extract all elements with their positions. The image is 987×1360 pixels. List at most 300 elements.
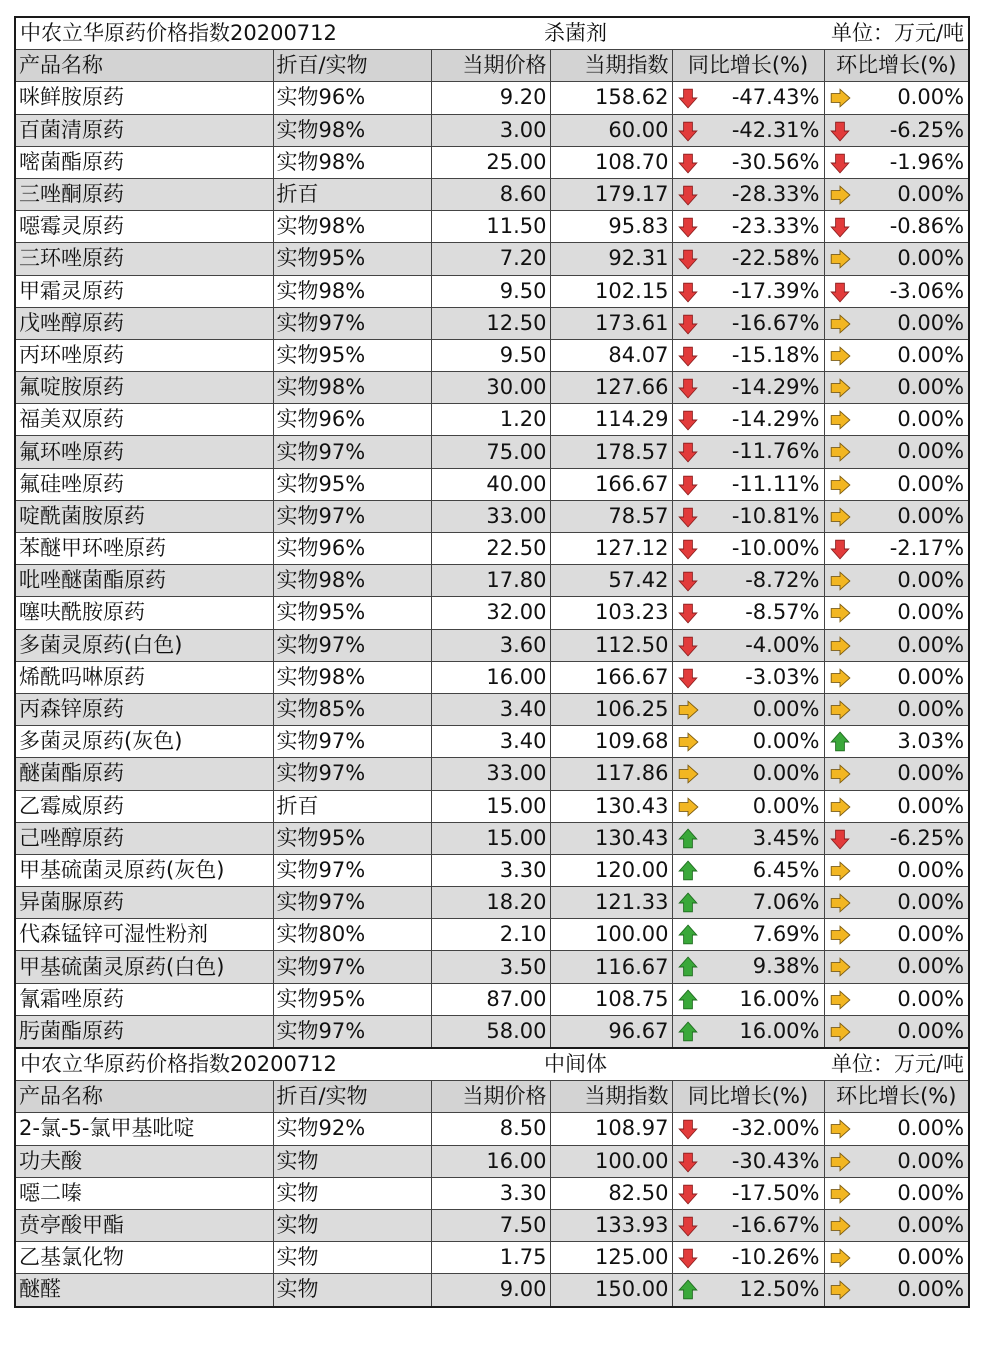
yoy-value: -11.11% xyxy=(731,471,820,496)
mom-change xyxy=(824,887,969,919)
yoy-value: -17.39% xyxy=(731,278,820,303)
current-price: 3.50 xyxy=(431,951,550,983)
product-spec: 实物92% xyxy=(273,1113,431,1145)
mom-value: 0.00% xyxy=(897,342,965,367)
current-index: 108.75 xyxy=(550,983,672,1015)
yoy-change xyxy=(672,82,824,114)
column-header: 环比增长(%) xyxy=(824,50,969,82)
table-row xyxy=(15,1145,969,1177)
product-name: 百菌清原药 xyxy=(15,114,273,146)
yoy-value: -4.00% xyxy=(745,632,820,657)
table-row xyxy=(15,565,969,597)
product-spec: 实物95% xyxy=(273,339,431,371)
mom-value: 0.00% xyxy=(897,1245,965,1270)
current-price: 3.00 xyxy=(431,114,550,146)
table-header-row xyxy=(15,1081,969,1113)
yoy-change xyxy=(672,146,824,178)
product-name: 烯酰吗啉原药 xyxy=(15,661,273,693)
product-name: 氟环唑原药 xyxy=(15,436,273,468)
current-index: 130.43 xyxy=(550,822,672,854)
mom-value: -1.96% xyxy=(889,149,965,174)
yoy-change xyxy=(672,1177,824,1209)
product-spec: 实物97% xyxy=(273,758,431,790)
price-index-tables xyxy=(14,16,968,1308)
mom-value: 0.00% xyxy=(897,310,965,335)
intermediate-table xyxy=(14,1047,970,1308)
product-spec: 实物85% xyxy=(273,693,431,725)
yoy-value: -15.18% xyxy=(731,342,820,367)
mom-value: 0.00% xyxy=(897,503,965,528)
table-row xyxy=(15,307,969,339)
mom-value: 0.00% xyxy=(897,954,965,979)
current-index: 78.57 xyxy=(550,500,672,532)
current-index: 84.07 xyxy=(550,339,672,371)
yoy-change xyxy=(672,726,824,758)
yoy-value: -11.76% xyxy=(731,439,820,464)
yoy-value: 7.06% xyxy=(752,890,820,915)
table-row xyxy=(15,114,969,146)
current-price: 3.30 xyxy=(431,1177,550,1209)
product-spec: 实物95% xyxy=(273,822,431,854)
current-index: 57.42 xyxy=(550,565,672,597)
product-name: 多菌灵原药(白色) xyxy=(15,629,273,661)
yoy-value: 0.00% xyxy=(752,696,820,721)
current-index: 95.83 xyxy=(550,211,672,243)
yoy-change xyxy=(672,1209,824,1241)
mom-value: 0.00% xyxy=(897,1148,965,1173)
yoy-value: -23.33% xyxy=(731,214,820,239)
yoy-value: 6.45% xyxy=(752,857,820,882)
yoy-change xyxy=(672,693,824,725)
current-index: 103.23 xyxy=(550,597,672,629)
mom-value: -6.25% xyxy=(889,117,965,142)
current-index: 127.12 xyxy=(550,533,672,565)
table-title: 中农立华原药价格指数20200712 xyxy=(20,1052,337,1076)
current-price: 17.80 xyxy=(431,565,550,597)
table-row xyxy=(15,629,969,661)
product-spec: 实物 xyxy=(273,1177,431,1209)
mom-change xyxy=(824,565,969,597)
product-name: 苯醚甲环唑原药 xyxy=(15,533,273,565)
product-spec: 实物97% xyxy=(273,951,431,983)
table-row xyxy=(15,211,969,243)
current-price: 30.00 xyxy=(431,372,550,404)
yoy-change xyxy=(672,1015,824,1048)
current-index: 100.00 xyxy=(550,1145,672,1177)
current-index: 117.86 xyxy=(550,758,672,790)
current-index: 166.67 xyxy=(550,661,672,693)
mom-change xyxy=(824,790,969,822)
current-index: 109.68 xyxy=(550,726,672,758)
mom-change xyxy=(824,468,969,500)
yoy-value: 0.00% xyxy=(752,761,820,786)
product-spec: 实物98% xyxy=(273,211,431,243)
table-row xyxy=(15,1209,969,1241)
mom-change xyxy=(824,404,969,436)
column-header: 产品名称 xyxy=(15,1081,273,1113)
current-index: 60.00 xyxy=(550,114,672,146)
product-spec: 实物 xyxy=(273,1209,431,1241)
yoy-change xyxy=(672,854,824,886)
mom-change xyxy=(824,822,969,854)
yoy-change xyxy=(672,790,824,822)
yoy-change xyxy=(672,597,824,629)
mom-value: 0.00% xyxy=(897,439,965,464)
product-spec: 实物97% xyxy=(273,887,431,919)
yoy-value: -22.58% xyxy=(731,246,820,271)
current-price: 33.00 xyxy=(431,500,550,532)
table-row xyxy=(15,146,969,178)
current-index: 112.50 xyxy=(550,629,672,661)
current-index: 166.67 xyxy=(550,468,672,500)
product-name: 吡唑醚菌酯原药 xyxy=(15,565,273,597)
product-spec: 实物95% xyxy=(273,597,431,629)
product-spec: 实物97% xyxy=(273,307,431,339)
yoy-change xyxy=(672,372,824,404)
table-row xyxy=(15,790,969,822)
current-price: 87.00 xyxy=(431,983,550,1015)
yoy-change xyxy=(672,243,824,275)
mom-change xyxy=(824,339,969,371)
current-index: 158.62 xyxy=(550,82,672,114)
product-name: 啶酰菌胺原药 xyxy=(15,500,273,532)
current-price: 11.50 xyxy=(431,211,550,243)
mom-value: 0.00% xyxy=(897,922,965,947)
table-row xyxy=(15,178,969,210)
table-row xyxy=(15,533,969,565)
product-spec: 实物98% xyxy=(273,146,431,178)
current-index: 114.29 xyxy=(550,404,672,436)
product-spec: 实物 xyxy=(273,1242,431,1274)
yoy-change xyxy=(672,178,824,210)
current-price: 9.50 xyxy=(431,339,550,371)
current-price: 8.50 xyxy=(431,1113,550,1145)
column-header: 产品名称 xyxy=(15,50,273,82)
mom-value: 0.00% xyxy=(897,1018,965,1043)
table-row xyxy=(15,1274,969,1307)
yoy-change xyxy=(672,339,824,371)
current-index: 116.67 xyxy=(550,951,672,983)
yoy-value: -30.56% xyxy=(731,149,820,174)
product-spec: 实物96% xyxy=(273,82,431,114)
yoy-value: 0.00% xyxy=(752,729,820,754)
table-header-row xyxy=(15,50,969,82)
product-name: 甲基硫菌灵原药(白色) xyxy=(15,951,273,983)
mom-change xyxy=(824,533,969,565)
mom-change xyxy=(824,211,969,243)
column-header: 同比增长(%) xyxy=(672,50,824,82)
mom-value: 0.00% xyxy=(897,471,965,496)
current-index: 82.50 xyxy=(550,1177,672,1209)
table-title-bar xyxy=(15,1048,969,1081)
yoy-change xyxy=(672,1113,824,1145)
yoy-change xyxy=(672,629,824,661)
current-price: 8.60 xyxy=(431,178,550,210)
current-price: 9.00 xyxy=(431,1274,550,1307)
mom-value: 0.00% xyxy=(897,1116,965,1141)
mom-change xyxy=(824,661,969,693)
table-row xyxy=(15,1177,969,1209)
product-name: 2-氯-5-氯甲基吡啶 xyxy=(15,1113,273,1145)
table-title-bar xyxy=(15,17,969,50)
yoy-value: -8.72% xyxy=(745,568,820,593)
yoy-change xyxy=(672,307,824,339)
table-unit: 单位：万元/吨 xyxy=(830,21,965,45)
current-price: 3.40 xyxy=(431,693,550,725)
yoy-change xyxy=(672,211,824,243)
product-name: 咪鲜胺原药 xyxy=(15,82,273,114)
table-row xyxy=(15,1015,969,1048)
table-row xyxy=(15,887,969,919)
table-category: 中间体 xyxy=(544,1052,607,1076)
mom-value: -6.25% xyxy=(889,825,965,850)
mom-value: 0.00% xyxy=(897,568,965,593)
product-spec: 实物95% xyxy=(273,243,431,275)
mom-change xyxy=(824,436,969,468)
product-name: 嘧菌酯原药 xyxy=(15,146,273,178)
mom-value: 0.00% xyxy=(897,632,965,657)
yoy-value: -10.00% xyxy=(731,536,820,560)
product-name: 醚醛 xyxy=(15,1274,273,1307)
mom-change xyxy=(824,1274,969,1307)
yoy-value: 3.45% xyxy=(752,825,820,850)
current-price: 58.00 xyxy=(431,1015,550,1048)
product-name: 噻呋酰胺原药 xyxy=(15,597,273,629)
table-row xyxy=(15,500,969,532)
current-price: 18.20 xyxy=(431,887,550,919)
yoy-value: -3.03% xyxy=(745,664,820,689)
mom-change xyxy=(824,951,969,983)
mom-value: 0.00% xyxy=(897,85,965,110)
mom-value: 0.00% xyxy=(897,1180,965,1205)
product-name: 氰霜唑原药 xyxy=(15,983,273,1015)
current-index: 178.57 xyxy=(550,436,672,468)
mom-change xyxy=(824,275,969,307)
yoy-value: -28.33% xyxy=(731,181,820,206)
yoy-change xyxy=(672,919,824,951)
product-spec: 实物97% xyxy=(273,500,431,532)
table-row xyxy=(15,854,969,886)
product-spec: 实物96% xyxy=(273,404,431,436)
product-spec: 实物95% xyxy=(273,468,431,500)
table-row xyxy=(15,983,969,1015)
current-price: 7.20 xyxy=(431,243,550,275)
mom-change xyxy=(824,1209,969,1241)
table-row xyxy=(15,758,969,790)
yoy-value: -14.29% xyxy=(731,375,820,400)
product-name: 福美双原药 xyxy=(15,404,273,436)
current-price: 3.30 xyxy=(431,854,550,886)
current-index: 133.93 xyxy=(550,1209,672,1241)
current-index: 125.00 xyxy=(550,1242,672,1274)
mom-value: 0.00% xyxy=(897,857,965,882)
product-name: 氟啶胺原药 xyxy=(15,372,273,404)
mom-value: 3.03% xyxy=(897,729,965,754)
mom-change xyxy=(824,1177,969,1209)
current-price: 33.00 xyxy=(431,758,550,790)
current-index: 108.97 xyxy=(550,1113,672,1145)
yoy-change xyxy=(672,275,824,307)
current-price: 2.10 xyxy=(431,919,550,951)
product-spec: 实物98% xyxy=(273,114,431,146)
yoy-value: -10.26% xyxy=(731,1245,820,1270)
mom-change xyxy=(824,1113,969,1145)
column-header: 当期价格 xyxy=(431,50,550,82)
mom-change xyxy=(824,983,969,1015)
mom-value: 0.00% xyxy=(897,1277,965,1302)
current-price: 15.00 xyxy=(431,822,550,854)
product-name: 三唑酮原药 xyxy=(15,178,273,210)
product-name: 甲基硫菌灵原药(灰色) xyxy=(15,854,273,886)
current-price: 3.40 xyxy=(431,726,550,758)
product-name: 己唑醇原药 xyxy=(15,822,273,854)
mom-change xyxy=(824,372,969,404)
current-index: 100.00 xyxy=(550,919,672,951)
current-index: 108.70 xyxy=(550,146,672,178)
table-row xyxy=(15,726,969,758)
yoy-value: -47.43% xyxy=(731,85,820,110)
mom-change xyxy=(824,114,969,146)
product-spec: 实物97% xyxy=(273,1015,431,1048)
current-index: 121.33 xyxy=(550,887,672,919)
yoy-value: -10.81% xyxy=(731,503,820,528)
mom-value: 0.00% xyxy=(897,1212,965,1237)
yoy-change xyxy=(672,436,824,468)
mom-change xyxy=(824,693,969,725)
product-name: 贲亭酸甲酯 xyxy=(15,1209,273,1241)
product-name: 甲霜灵原药 xyxy=(15,275,273,307)
table-row xyxy=(15,1113,969,1145)
table-category: 杀菌剂 xyxy=(544,21,607,45)
current-price: 1.20 xyxy=(431,404,550,436)
yoy-change xyxy=(672,533,824,565)
yoy-value: -17.50% xyxy=(731,1180,820,1205)
product-name: 多菌灵原药(灰色) xyxy=(15,726,273,758)
mom-value: 0.00% xyxy=(897,986,965,1011)
yoy-value: -32.00% xyxy=(731,1116,820,1141)
yoy-value: -42.31% xyxy=(731,117,820,142)
current-index: 106.25 xyxy=(550,693,672,725)
mom-value: 0.00% xyxy=(897,407,965,432)
yoy-value: 16.00% xyxy=(739,1018,820,1043)
yoy-change xyxy=(672,887,824,919)
yoy-change xyxy=(672,1145,824,1177)
table-row xyxy=(15,372,969,404)
yoy-value: 7.69% xyxy=(752,922,820,947)
mom-value: 0.00% xyxy=(897,890,965,915)
product-spec: 实物97% xyxy=(273,629,431,661)
mom-value: -3.06% xyxy=(889,278,965,303)
yoy-value: 16.00% xyxy=(739,986,820,1011)
mom-change xyxy=(824,82,969,114)
table-row xyxy=(15,1242,969,1274)
current-index: 150.00 xyxy=(550,1274,672,1307)
mom-change xyxy=(824,243,969,275)
yoy-change xyxy=(672,114,824,146)
product-name: 肟菌酯原药 xyxy=(15,1015,273,1048)
product-name: 乙霉威原药 xyxy=(15,790,273,822)
mom-value: -2.17% xyxy=(889,536,965,560)
table-title: 中农立华原药价格指数20200712 xyxy=(20,21,337,45)
mom-value: 0.00% xyxy=(897,664,965,689)
mom-change xyxy=(824,146,969,178)
yoy-change xyxy=(672,500,824,532)
table-row xyxy=(15,661,969,693)
mom-change xyxy=(824,1145,969,1177)
product-name: 丙环唑原药 xyxy=(15,339,273,371)
mom-value: 0.00% xyxy=(897,761,965,786)
mom-value: 0.00% xyxy=(897,696,965,721)
product-spec: 折百 xyxy=(273,790,431,822)
current-index: 179.17 xyxy=(550,178,672,210)
product-name: 异菌脲原药 xyxy=(15,887,273,919)
yoy-change xyxy=(672,951,824,983)
table-row xyxy=(15,339,969,371)
product-name: 三环唑原药 xyxy=(15,243,273,275)
current-price: 16.00 xyxy=(431,1145,550,1177)
column-header: 折百/实物 xyxy=(273,50,431,82)
column-header: 同比增长(%) xyxy=(672,1081,824,1113)
table-row xyxy=(15,468,969,500)
table-row xyxy=(15,597,969,629)
product-name: 功夫酸 xyxy=(15,1145,273,1177)
product-spec: 实物97% xyxy=(273,854,431,886)
mom-value: -0.86% xyxy=(889,214,965,239)
current-price: 22.50 xyxy=(431,533,550,565)
table-row xyxy=(15,82,969,114)
table-row xyxy=(15,243,969,275)
current-price: 12.50 xyxy=(431,307,550,339)
mom-change xyxy=(824,597,969,629)
yoy-value: 12.50% xyxy=(739,1277,820,1302)
yoy-change xyxy=(672,822,824,854)
mom-value: 0.00% xyxy=(897,181,965,206)
current-price: 3.60 xyxy=(431,629,550,661)
current-index: 92.31 xyxy=(550,243,672,275)
table-row xyxy=(15,951,969,983)
mom-change xyxy=(824,629,969,661)
current-price: 1.75 xyxy=(431,1242,550,1274)
mom-value: 0.00% xyxy=(897,246,965,271)
mom-change xyxy=(824,758,969,790)
product-name: 噁霉灵原药 xyxy=(15,211,273,243)
column-header: 折百/实物 xyxy=(273,1081,431,1113)
yoy-change xyxy=(672,661,824,693)
product-spec: 实物 xyxy=(273,1274,431,1307)
product-spec: 折百 xyxy=(273,178,431,210)
current-index: 120.00 xyxy=(550,854,672,886)
product-name: 噁二嗪 xyxy=(15,1177,273,1209)
current-index: 102.15 xyxy=(550,275,672,307)
yoy-change xyxy=(672,565,824,597)
yoy-change xyxy=(672,404,824,436)
product-spec: 实物98% xyxy=(273,565,431,597)
mom-change xyxy=(824,919,969,951)
yoy-change xyxy=(672,758,824,790)
current-price: 25.00 xyxy=(431,146,550,178)
current-index: 130.43 xyxy=(550,790,672,822)
product-spec: 实物 xyxy=(273,1145,431,1177)
current-price: 7.50 xyxy=(431,1209,550,1241)
yoy-change xyxy=(672,1242,824,1274)
table-row xyxy=(15,919,969,951)
current-price: 15.00 xyxy=(431,790,550,822)
yoy-value: 9.38% xyxy=(752,954,820,979)
mom-change xyxy=(824,854,969,886)
product-spec: 实物80% xyxy=(273,919,431,951)
yoy-value: -16.67% xyxy=(731,310,820,335)
column-header: 当期指数 xyxy=(550,1081,672,1113)
